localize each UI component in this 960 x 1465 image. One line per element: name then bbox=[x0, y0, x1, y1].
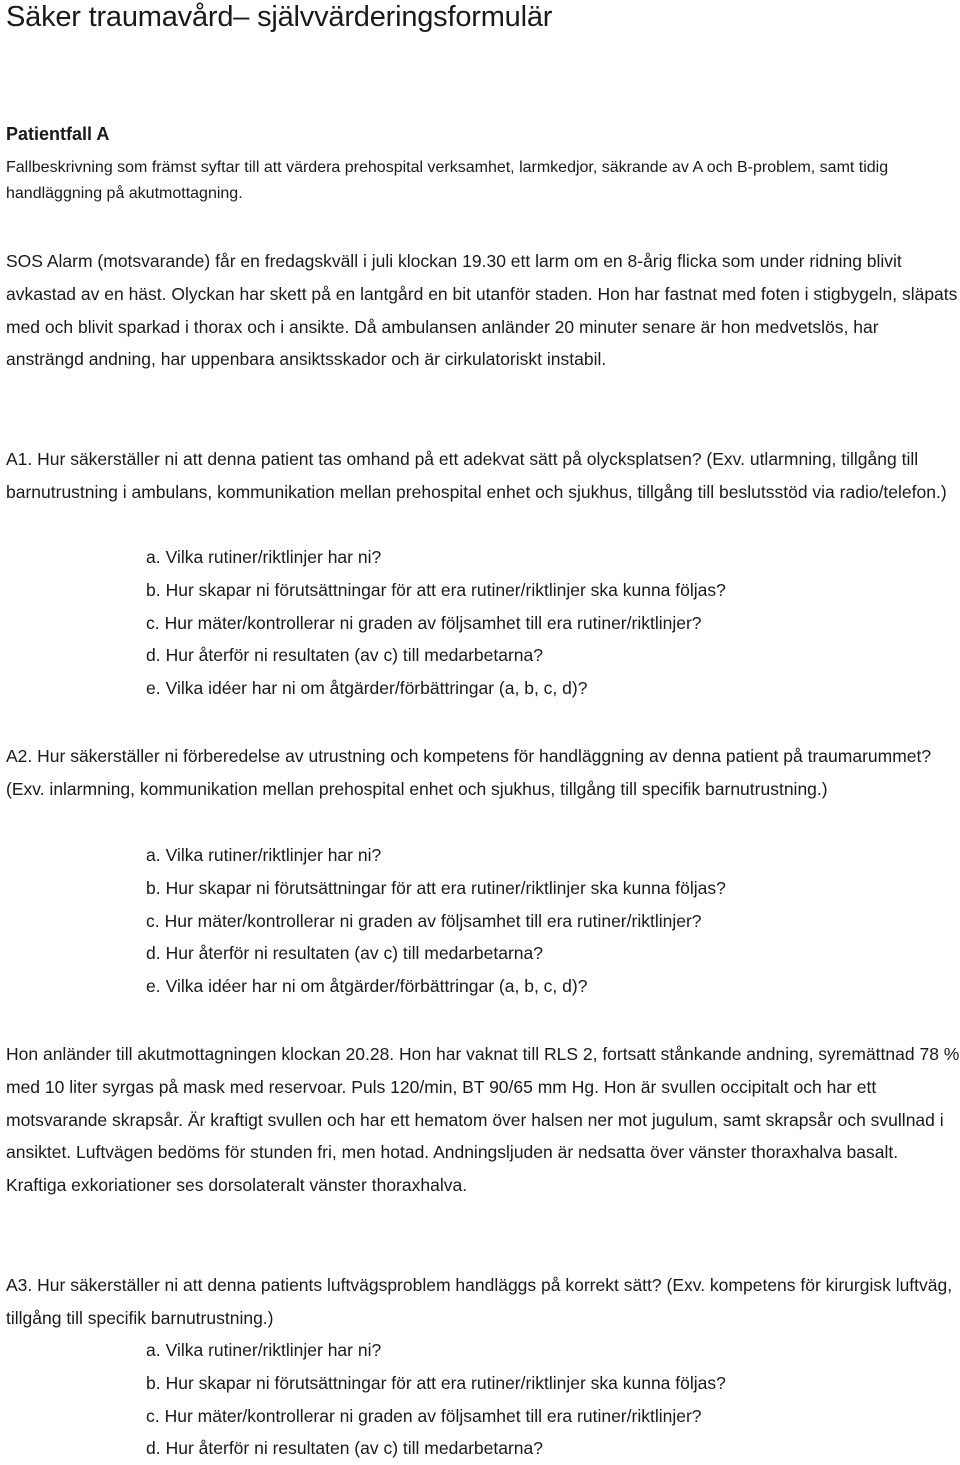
item-letter: e. bbox=[146, 678, 161, 699]
item-letter: a. bbox=[146, 1340, 161, 1360]
question-a3: A3. Hur säkerställer ni att denna patients luftvägsproblem handläggs på korrekt sätt? (Exv. kompetens för kirurgisk luftväg, tillgång till specifik barnutrustning.) bbox=[6, 1275, 953, 1328]
list-item bbox=[146, 574, 946, 607]
item-text: Hur återför ni resultaten (av c) till medarbetarna? bbox=[165, 645, 543, 666]
item-text: Vilka rutiner/riktlinjer har ni? bbox=[165, 845, 382, 865]
item-text: Hur skapar ni förutsättningar för att era rutiner/riktlinjer ska kunna följas? bbox=[165, 579, 726, 600]
list-item bbox=[146, 607, 946, 640]
item-letter: b. bbox=[146, 877, 161, 898]
list-item bbox=[146, 672, 946, 705]
item-letter: e. bbox=[146, 976, 161, 997]
list-item bbox=[146, 541, 946, 574]
item-text: Hur skapar ni förutsättningar för att era rutiner/riktlinjer ska kunna följas? bbox=[165, 877, 726, 898]
item-letter: d. bbox=[146, 1438, 161, 1459]
list-item bbox=[146, 639, 946, 672]
item-text: Hur mäter/kontrollerar ni graden av följsamhet till era rutiner/riktlinjer? bbox=[164, 910, 702, 931]
question-a2-items bbox=[146, 839, 946, 1003]
list-item bbox=[146, 1432, 946, 1465]
item-letter: d. bbox=[146, 943, 161, 964]
list-item bbox=[146, 905, 946, 938]
question-a1: A1. Hur säkerställer ni att denna patient tas omhand på ett adekvat sätt på olycksplatsen? (Exv. utlarmning, tillgång till barnutrustning i ambulans, kommunikation mellan prehospital enhet och sjukhus, tillgång till beslutsstöd via radio/telefon.) bbox=[6, 449, 947, 502]
list-item bbox=[146, 1367, 946, 1400]
item-text: Hur återför ni resultaten (av c) till medarbetarna? bbox=[165, 943, 543, 964]
document-title: Säker traumavård– självvärderingsformulär bbox=[6, 1, 553, 33]
item-text: Vilka rutiner/riktlinjer har ni? bbox=[165, 547, 382, 567]
list-item bbox=[146, 1400, 946, 1433]
item-text: Vilka idéer har ni om åtgärder/förbättringar (a, b, c, d)? bbox=[165, 976, 588, 997]
item-text: Vilka rutiner/riktlinjer har ni? bbox=[165, 1340, 382, 1360]
case-label: Patientfall A bbox=[6, 124, 110, 144]
question-a2: A2. Hur säkerställer ni förberedelse av utrustning och kompetens för handläggning av denna patient på traumarummet? (Exv. inlarmning, kommunikation mellan prehospital enhet och sjukhus, tillgång till specifik barnutrustning.) bbox=[6, 746, 932, 799]
list-item bbox=[146, 937, 946, 970]
scenario-paragraph-2: Hon anländer till akutmottagningen klockan 20.28. Hon har vaknat till RLS 2, fortsatt stånkande andning, syremättnad 78 % med 10 liter syrgas på mask med reservoar. Puls 120/min, BT 90/65 mm Hg. Hon är svullen occipitalt och har ett motsvarande skrapsår. Är kraftigt svullen och har ett hematom över halsen ner mot jugulum, samt skrapsår och svullnad i ansiktet. Luftvägen bedöms för stunden fri, men hotad. Andningsljuden är nedsatta över vänster thoraxhalva basalt. Kraftiga exkoriationer ses dorsolateralt vänster thoraxhalva. bbox=[6, 1044, 960, 1196]
item-text: Hur återför ni resultaten (av c) till medarbetarna? bbox=[165, 1438, 543, 1459]
list-item bbox=[146, 872, 946, 905]
case-description: Fallbeskrivning som främst syftar till att värdera prehospital verksamhet, larmkedjor, säkrande av A och B-problem, samt tidig handläggning på akutmottagning. bbox=[6, 159, 889, 202]
list-item bbox=[146, 1334, 946, 1367]
question-a3-items bbox=[146, 1334, 946, 1465]
item-letter: b. bbox=[146, 579, 161, 600]
item-text: Hur mäter/kontrollerar ni graden av följsamhet till era rutiner/riktlinjer? bbox=[164, 612, 702, 633]
item-letter: a. bbox=[146, 547, 161, 567]
scenario-paragraph-1: SOS Alarm (motsvarande) får en fredagskväll i juli klockan 19.30 ett larm om en 8-årig flicka som under ridning blivit avkastad av en häst. Olyckan har skett på en lantgård en bit utanför staden. Hon har fastnat med foten i stigbygeln, släpats med och blivit sparkad i thorax och i ansikte. Då ambulansen anländer 20 minuter senare är hon medvetslös, har ansträngd andning, har uppenbara ansiktsskador och är cirkulatoriskt instabil. bbox=[6, 251, 958, 370]
item-letter: c. bbox=[146, 1405, 160, 1426]
question-a1-items bbox=[146, 541, 946, 705]
item-letter: a. bbox=[146, 845, 161, 865]
item-text: Vilka idéer har ni om åtgärder/förbättringar (a, b, c, d)? bbox=[165, 678, 588, 699]
item-letter: b. bbox=[146, 1372, 161, 1393]
list-item bbox=[146, 839, 946, 872]
item-letter: c. bbox=[146, 910, 160, 931]
list-item bbox=[146, 970, 946, 1003]
item-text: Hur mäter/kontrollerar ni graden av följsamhet till era rutiner/riktlinjer? bbox=[164, 1405, 702, 1426]
item-text: Hur skapar ni förutsättningar för att era rutiner/riktlinjer ska kunna följas? bbox=[165, 1372, 726, 1393]
item-letter: c. bbox=[146, 612, 160, 633]
item-letter: d. bbox=[146, 645, 161, 666]
